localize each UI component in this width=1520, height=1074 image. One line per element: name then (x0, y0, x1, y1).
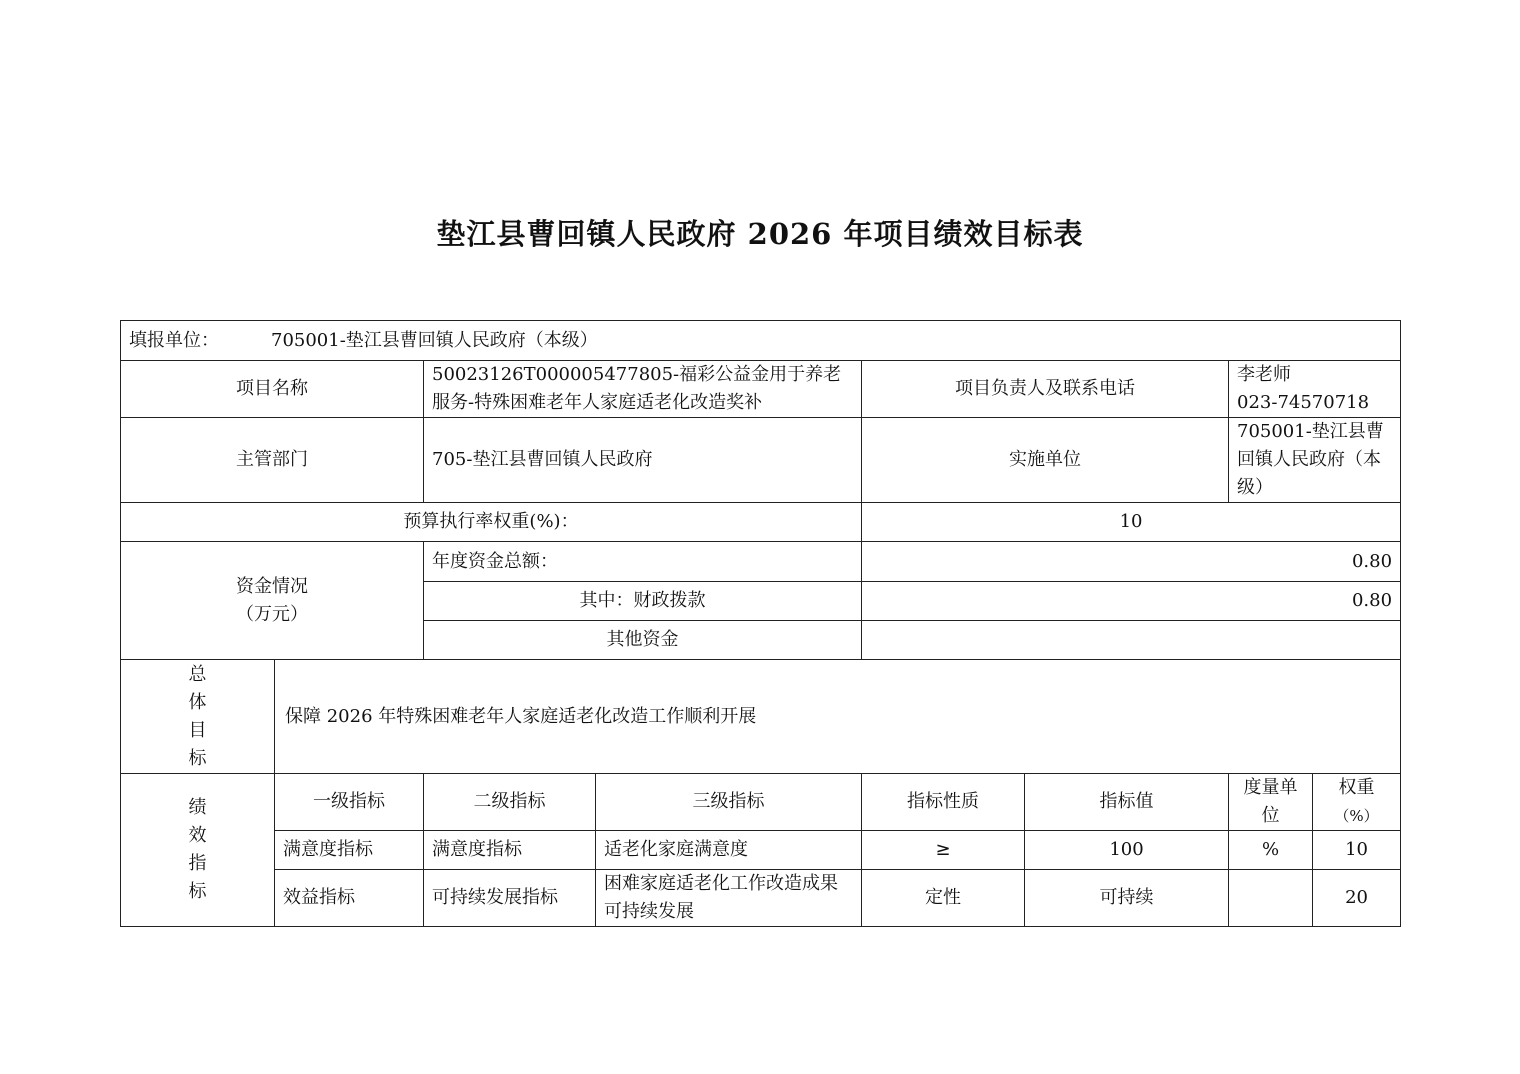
funds-other-value (862, 621, 1401, 660)
header-unit-line1: 度量单 (1243, 777, 1298, 798)
unit-row (121, 321, 1401, 361)
header-level2: 二级指标 (424, 774, 596, 831)
header-value: 指标值 (1025, 774, 1229, 831)
header-unit (1229, 774, 1313, 831)
project-owner-label: 项目负责人及联系电话 (862, 361, 1229, 418)
project-owner-phone: 023-74570718 (1237, 392, 1370, 413)
goal-row (121, 660, 1401, 774)
funds-label-line1: 资金情况 (236, 575, 308, 597)
header-level1: 一级指标 (275, 774, 424, 831)
performance-table (120, 320, 1401, 927)
row-level1: 满意度指标 (275, 831, 424, 870)
row-value: 100 (1025, 831, 1229, 870)
indicator-label (121, 774, 275, 927)
row-level2: 满意度指标 (424, 831, 596, 870)
goal-label-char: 目 (188, 719, 207, 741)
table-row (121, 870, 1401, 927)
funds-annual-row (121, 542, 1401, 582)
goal-label-char: 总 (188, 663, 207, 685)
impl-value: 705001-垫江县曹回镇人民政府（本级） (1229, 418, 1401, 503)
header-weight-line1: 权重 (1338, 777, 1375, 798)
indicator-header-row (121, 774, 1401, 831)
goal-text: 保障 2026 年特殊困难老年人家庭适老化改造工作顺利开展 (275, 660, 1401, 774)
indicator-label-char: 标 (188, 881, 207, 902)
indicator-label-char: 绩 (188, 797, 207, 818)
project-owner-cell (1229, 361, 1401, 418)
header-weight (1313, 774, 1401, 831)
row-level1: 效益指标 (275, 870, 424, 927)
page-title: 垫江县曹回镇人民政府 2026 年项目绩效目标表 (436, 217, 1084, 251)
row-weight: 10 (1313, 831, 1401, 870)
goal-label-char: 体 (188, 691, 207, 713)
budget-weight-value: 10 (862, 503, 1401, 542)
row-value: 可持续 (1025, 870, 1229, 927)
budget-weight-label: 预算执行率权重(%)： (121, 503, 862, 542)
unit-label: 填报单位： (129, 329, 219, 351)
row-level2: 可持续发展指标 (424, 870, 596, 927)
project-name-label: 项目名称 (121, 361, 424, 418)
project-name-value: 50023126T000005477805-福彩公益金用于养老服务-特殊困难老年人家庭适老化改造奖补 (424, 361, 862, 418)
impl-label: 实施单位 (862, 418, 1229, 503)
unit-cell (121, 321, 1401, 361)
dept-label: 主管部门 (121, 418, 424, 503)
dept-row (121, 418, 1401, 503)
table-row (121, 831, 1401, 870)
header-unit-line2: 位 (1261, 805, 1280, 826)
funds-fiscal-value: 0.80 (862, 582, 1401, 621)
project-owner-name: 李老师 (1237, 364, 1291, 385)
funds-label-line2: （万元） (236, 603, 308, 625)
funds-other-label: 其他资金 (424, 621, 862, 660)
header-level3: 三级指标 (596, 774, 862, 831)
header-nature: 指标性质 (862, 774, 1025, 831)
project-name-row (121, 361, 1401, 418)
funds-fiscal-label: 其中：财政拨款 (424, 582, 862, 621)
budget-weight-row (121, 503, 1401, 542)
funds-annual-value: 0.80 (862, 542, 1401, 582)
row-unit (1229, 870, 1313, 927)
funds-label (121, 542, 424, 660)
row-nature: ≥ (862, 831, 1025, 870)
unit-value: 705001-垫江县曹回镇人民政府（本级） (271, 329, 598, 351)
row-level3: 困难家庭适老化工作改造成果可持续发展 (596, 870, 862, 927)
row-level3: 适老化家庭满意度 (596, 831, 862, 870)
funds-annual-label: 年度资金总额： (424, 542, 862, 582)
indicator-label-char: 指 (188, 853, 207, 874)
goal-label-char: 标 (188, 747, 207, 769)
header-weight-line2: （%） (1334, 807, 1379, 825)
indicator-label-char: 效 (188, 825, 207, 846)
goal-label (121, 660, 275, 774)
row-weight: 20 (1313, 870, 1401, 927)
row-nature: 定性 (862, 870, 1025, 927)
row-unit: % (1229, 831, 1313, 870)
dept-value: 705-垫江县曹回镇人民政府 (424, 418, 862, 503)
